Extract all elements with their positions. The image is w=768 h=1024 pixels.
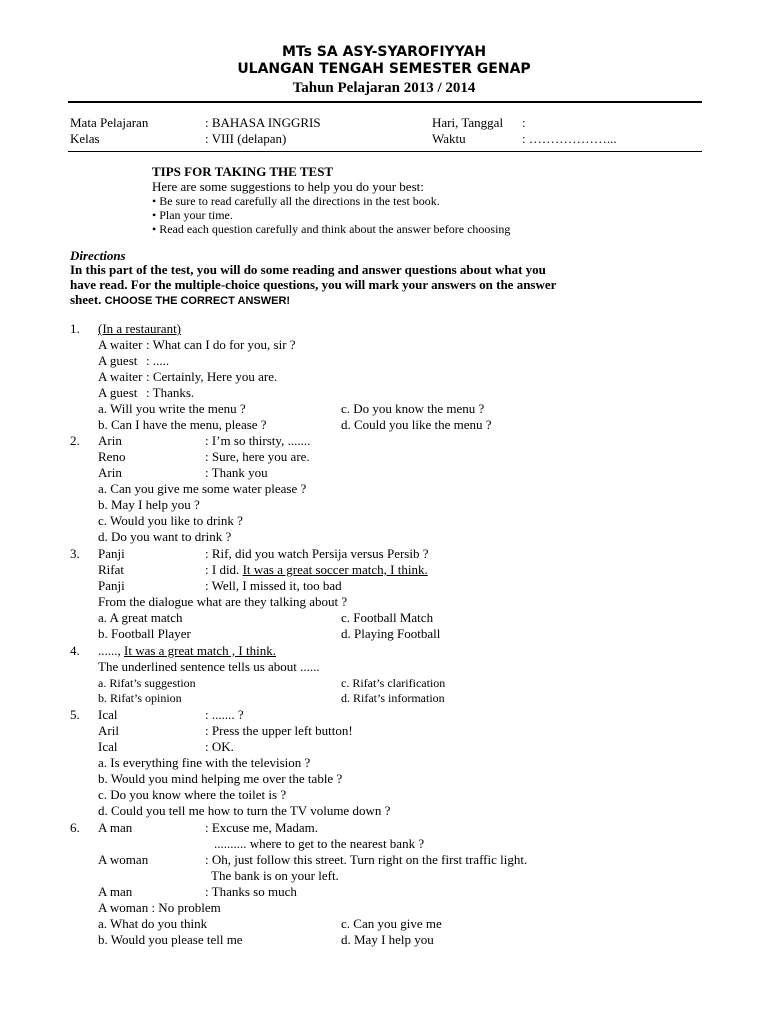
- question-number: 4.: [70, 643, 80, 658]
- dialogue-text: A woman : No problem: [98, 900, 221, 915]
- tips-intro: Here are some suggestions to help you do your best:: [152, 179, 424, 194]
- answer-option: d. Could you like the menu ?: [341, 417, 492, 432]
- answer-option: d. Could you tell me how to turn the TV volume down ?: [98, 803, 391, 818]
- choose-instruction: CHOOSE THE CORRECT ANSWER!: [104, 295, 291, 307]
- answer-option: a. What do you think: [98, 916, 208, 931]
- dialogue-text: : Well, I missed it, too bad: [205, 578, 342, 593]
- tips-item: • Plan your time.: [152, 208, 233, 222]
- dialogue-speaker: A waiter: [98, 337, 143, 352]
- underlined-sentence: It was a great soccer match, I think.: [242, 562, 428, 577]
- directions-text: In this part of the test, you will do some reading and answer questions about what you: [70, 262, 546, 277]
- header-rule: [68, 101, 702, 103]
- answer-option: c. Can you give me: [341, 916, 442, 931]
- tips-title: TIPS FOR TAKING THE TEST: [152, 164, 334, 179]
- dialogue-text: : OK.: [205, 739, 234, 754]
- answer-option: b. Would you please tell me: [98, 932, 243, 947]
- dialogue-speaker: A man: [98, 884, 133, 899]
- dialogue-speaker: Arin: [98, 465, 122, 480]
- tips-item: • Read each question carefully and think about the answer before choosing: [152, 222, 511, 236]
- answer-option: b. May I help you ?: [98, 497, 200, 512]
- dialogue-text: : Excuse me, Madam.: [205, 820, 318, 835]
- answer-option: d. Playing Football: [341, 626, 441, 641]
- day-value: :: [522, 115, 526, 130]
- question-number: 2.: [70, 433, 80, 448]
- dialogue-text: : Sure, here you are.: [205, 449, 310, 464]
- question-text: From the dialogue what are they talking about ?: [98, 594, 348, 609]
- dialogue-speaker: A man: [98, 820, 133, 835]
- dialogue-text: : Thank you: [205, 465, 268, 480]
- answer-option: a. Will you write the menu ?: [98, 401, 246, 416]
- answer-option: b. Can I have the menu, please ?: [98, 417, 267, 432]
- dialogue-text: : Thanks so much: [205, 884, 297, 899]
- dialogue-speaker: Panji: [98, 578, 125, 593]
- class-value: : VIII (delapan): [205, 131, 287, 146]
- time-label: Waktu: [432, 131, 466, 146]
- question-lead: ......, It was a great match , I think.: [98, 643, 276, 658]
- answer-option: a. Can you give me some water please ?: [98, 481, 307, 496]
- dialogue-speaker: A woman: [98, 852, 149, 867]
- question-number: 6.: [70, 820, 80, 835]
- directions-title: Directions: [70, 248, 126, 263]
- info-rule: [68, 151, 702, 152]
- answer-option: c. Do you know the menu ?: [341, 401, 485, 416]
- answer-option: c. Would you like to drink ?: [98, 513, 243, 528]
- dialogue-text: .......... where to get to the nearest bank ?: [214, 836, 425, 851]
- dialogue-text: : What can I do for you, sir ?: [146, 337, 296, 352]
- answer-option: c. Rifat’s clarification: [341, 676, 446, 690]
- dialogue-text: : I did. It was a great soccer match, I think.: [205, 562, 428, 577]
- question-text: The underlined sentence tells us about ......: [98, 659, 320, 674]
- exam-title: ULANGAN TENGAH SEMESTER GENAP: [237, 61, 531, 77]
- answer-option: b. Would you mind helping me over the table ?: [98, 771, 343, 786]
- dialogue-text: : Thanks.: [146, 385, 195, 400]
- answer-option: d. Do you want to drink ?: [98, 529, 232, 544]
- dialogue-text: : Press the upper left button!: [205, 723, 353, 738]
- dialogue-text: : ....... ?: [205, 707, 244, 722]
- answer-option: c. Do you know where the toilet is ?: [98, 787, 287, 802]
- tips-item: • Be sure to read carefully all the directions in the test book.: [152, 194, 440, 208]
- dialogue-speaker: Reno: [98, 449, 126, 464]
- answer-option: c. Football Match: [341, 610, 434, 625]
- dialogue-speaker: Ical: [98, 707, 118, 722]
- answer-option: b. Football Player: [98, 626, 191, 641]
- question-context: (In a restaurant): [98, 321, 182, 336]
- day-label: Hari, Tanggal: [432, 115, 504, 130]
- answer-option: a. Rifat’s suggestion: [98, 676, 196, 690]
- dialogue-text: : Rif, did you watch Persija versus Persib ?: [205, 546, 429, 561]
- subject-label: Mata Pelajaran: [70, 115, 149, 130]
- class-label: Kelas: [70, 131, 100, 146]
- answer-option: b. Rifat’s opinion: [98, 691, 182, 705]
- academic-year: Tahun Pelajaran 2013 / 2014: [292, 80, 476, 96]
- question-number: 1.: [70, 321, 80, 336]
- subject-value: : BAHASA INGGRIS: [205, 115, 321, 130]
- directions-text: have read. For the multiple-choice questions, you will mark your answers on the answer: [70, 277, 557, 292]
- dialogue-speaker: Ical: [98, 739, 118, 754]
- dialogue-text: : Oh, just follow this street. Turn right on the first traffic light.: [205, 852, 528, 867]
- dialogue-text: : .....: [146, 353, 170, 368]
- school-name: MTs SA ASY-SYAROFIYYAH: [281, 44, 487, 60]
- dialogue-speaker: A guest: [98, 385, 138, 400]
- dialogue-speaker: A guest: [98, 353, 138, 368]
- dialogue-text: The bank is on your left.: [211, 868, 339, 883]
- directions-text: sheet. CHOOSE THE CORRECT ANSWER!: [70, 292, 291, 307]
- question-number: 5.: [70, 707, 80, 722]
- dialogue-speaker: Aril: [98, 723, 119, 738]
- dialogue-speaker: Arin: [98, 433, 122, 448]
- time-value: : ………………...: [522, 131, 617, 146]
- answer-option: d. May I help you: [341, 932, 434, 947]
- dialogue-speaker: Panji: [98, 546, 125, 561]
- underlined-sentence: It was a great match , I think.: [124, 643, 276, 658]
- dialogue-text: : I’m so thirsty, .......: [205, 433, 311, 448]
- dialogue-speaker: A waiter: [98, 369, 143, 384]
- answer-option: d. Rifat’s information: [341, 691, 445, 705]
- dialogue-text: : Certainly, Here you are.: [146, 369, 278, 384]
- answer-option: a. A great match: [98, 610, 183, 625]
- answer-option: a. Is everything fine with the television ?: [98, 755, 311, 770]
- question-number: 3.: [70, 546, 80, 561]
- dialogue-speaker: Rifat: [98, 562, 124, 577]
